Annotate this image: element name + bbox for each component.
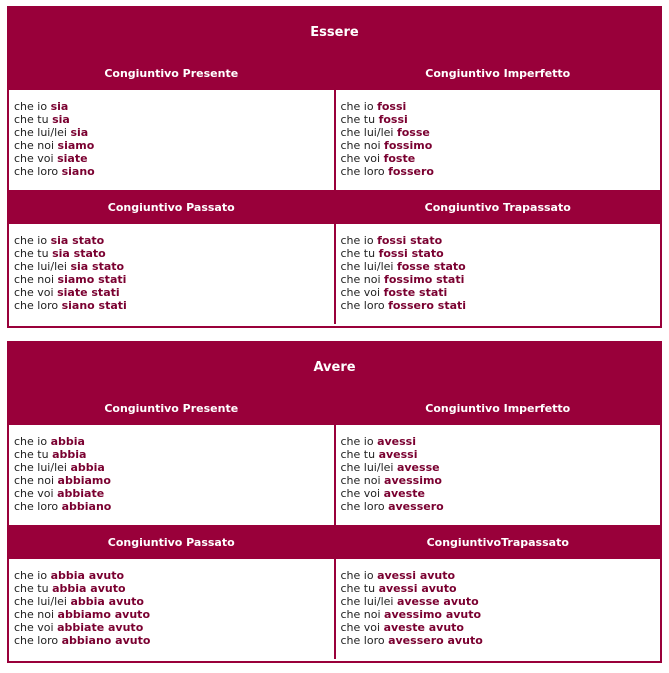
pronoun: che voi [340, 286, 381, 299]
verb-form: fossero [388, 165, 434, 178]
conjugation-line [341, 474, 661, 487]
verb-form: abbia [70, 461, 105, 474]
pronoun: che io [14, 435, 48, 448]
forms-cell [9, 90, 334, 190]
conjugation-line [14, 582, 334, 595]
tense-header: Congiuntivo Imperfetto [334, 391, 661, 425]
conjugation-line [14, 569, 334, 582]
conjugation-line [341, 234, 661, 247]
verb-form: sia stato [52, 247, 106, 260]
verb-form: aveste [383, 487, 425, 500]
forms-cell [334, 425, 661, 525]
tense-header: Congiuntivo Passato [9, 525, 334, 559]
verb-form: fossimo [384, 139, 433, 152]
pronoun: che voi [14, 621, 54, 634]
pronoun: che noi [14, 474, 55, 487]
verb-form: sia stato [50, 234, 105, 247]
pronoun: che io [340, 569, 374, 582]
pronoun: che lui/lei [14, 126, 67, 139]
verb-form: abbia [50, 435, 85, 448]
verb-form: abbiano avuto [61, 634, 151, 647]
forms-cell [334, 90, 661, 190]
verb-form: abbiano [61, 500, 112, 513]
conjugation-line [14, 500, 334, 513]
conjugation-line [14, 634, 334, 647]
pronoun: che lui/lei [340, 461, 394, 474]
verb-form: avesse avuto [396, 595, 479, 608]
conjugation-line [341, 260, 661, 273]
forms-row [9, 90, 660, 190]
conjugation-line [14, 139, 334, 152]
conjugation-table-essere [7, 6, 662, 328]
pronoun: che noi [340, 474, 381, 487]
pronoun: che tu [14, 113, 49, 126]
verb-form: abbia avuto [70, 595, 144, 608]
pronoun: che voi [14, 487, 54, 500]
conjugation-line [14, 461, 334, 474]
verb-form: siamo stati [57, 273, 127, 286]
pronoun: che lui/lei [340, 260, 394, 273]
tense-header-row [9, 56, 660, 90]
conjugation-line [341, 569, 661, 582]
conjugation-line [14, 448, 334, 461]
verb-form: siano [61, 165, 95, 178]
pronoun: che loro [340, 634, 385, 647]
conjugation-line [341, 273, 661, 286]
verb-title: Avere [9, 343, 660, 391]
conjugation-line [14, 126, 334, 139]
pronoun: che loro [14, 634, 59, 647]
conjugation-line [14, 621, 334, 634]
verb-form: avessi [377, 435, 416, 448]
tense-header-row [9, 525, 660, 559]
conjugation-line [14, 234, 334, 247]
verb-form: siamo [57, 139, 95, 152]
conjugation-line [14, 608, 334, 621]
pronoun: che loro [14, 299, 59, 312]
tense-header: Congiuntivo Presente [9, 391, 334, 425]
verb-form: avessi [378, 448, 418, 461]
pronoun: che loro [14, 500, 59, 513]
pronoun: che voi [340, 487, 381, 500]
pronoun: che noi [340, 139, 381, 152]
conjugation-line [341, 435, 661, 448]
pronoun: che tu [14, 448, 49, 461]
conjugation-line [14, 260, 334, 273]
conjugation-line [341, 152, 661, 165]
verb-form: abbiate avuto [57, 621, 144, 634]
conjugation-line [341, 113, 661, 126]
conjugation-line [14, 152, 334, 165]
conjugation-line [14, 474, 334, 487]
verb-form: fossero stati [388, 299, 467, 312]
tense-header-row [9, 190, 660, 224]
verb-form: avessero avuto [388, 634, 483, 647]
forms-cell [334, 224, 661, 324]
conjugation-line [341, 448, 661, 461]
conjugation-line [341, 126, 661, 139]
forms-cell [9, 559, 334, 659]
forms-cell [9, 224, 334, 324]
forms-row [9, 559, 660, 659]
verb-form: sia [70, 126, 89, 139]
verb-form: fossimo stati [384, 273, 465, 286]
conjugation-line [341, 286, 661, 299]
pronoun: che tu [14, 247, 49, 260]
verb-form: sia stato [70, 260, 125, 273]
conjugation-line [14, 113, 334, 126]
tense-header: Congiuntivo Presente [9, 56, 334, 90]
verb-form: fosse [396, 126, 430, 139]
pronoun: che noi [14, 273, 55, 286]
pronoun: che tu [14, 582, 49, 595]
pronoun: che io [14, 569, 48, 582]
conjugation-line [14, 165, 334, 178]
verb-form: siate [57, 152, 88, 165]
verb-form: avessero [388, 500, 444, 513]
pronoun: che lui/lei [14, 461, 67, 474]
pronoun: che lui/lei [14, 260, 67, 273]
pronoun: che tu [340, 448, 376, 461]
conjugation-line [14, 487, 334, 500]
tense-header-row [9, 391, 660, 425]
conjugation-line [341, 139, 661, 152]
conjugation-line [14, 286, 334, 299]
verb-form: avessi avuto [377, 569, 456, 582]
conjugation-line [341, 165, 661, 178]
verb-form: sia [50, 100, 69, 113]
pronoun: che voi [14, 152, 54, 165]
pronoun: che noi [14, 139, 55, 152]
verb-form: foste [383, 152, 416, 165]
verb-form: abbiate [57, 487, 105, 500]
conjugation-line [14, 299, 334, 312]
conjugation-line [341, 634, 661, 647]
pronoun: che lui/lei [14, 595, 67, 608]
conjugation-line [14, 435, 334, 448]
verb-form: fossi [377, 100, 407, 113]
verb-form: avessimo avuto [384, 608, 482, 621]
verb-form: foste stati [383, 286, 448, 299]
pronoun: che io [14, 234, 48, 247]
verb-form: abbia avuto [50, 569, 125, 582]
conjugation-line [14, 100, 334, 113]
pronoun: che loro [340, 165, 385, 178]
pronoun: che tu [340, 113, 376, 126]
verb-form: fossi stato [377, 234, 443, 247]
pronoun: che voi [340, 621, 381, 634]
conjugation-line [341, 608, 661, 621]
verb-form: sia [52, 113, 70, 126]
conjugation-line [341, 487, 661, 500]
pronoun: che voi [340, 152, 381, 165]
conjugation-table-avere [7, 341, 662, 663]
pronoun: che io [340, 234, 374, 247]
conjugation-line [341, 582, 661, 595]
pronoun: che tu [340, 247, 376, 260]
conjugation-line [14, 595, 334, 608]
pronoun: che lui/lei [340, 595, 394, 608]
pronoun: che io [340, 435, 374, 448]
forms-cell [334, 559, 661, 659]
verb-title: Essere [9, 8, 660, 56]
conjugation-line [341, 500, 661, 513]
forms-row [9, 425, 660, 525]
tense-header: Congiuntivo Imperfetto [334, 56, 661, 90]
verb-form: abbia avuto [52, 582, 126, 595]
tense-header: Congiuntivo Trapassato [334, 190, 661, 224]
pronoun: che tu [340, 582, 376, 595]
conjugation-line [341, 461, 661, 474]
tense-header: Congiuntivo Passato [9, 190, 334, 224]
conjugation-line [341, 100, 661, 113]
pronoun: che voi [14, 286, 54, 299]
verb-form: abbiamo avuto [57, 608, 150, 621]
pronoun: che lui/lei [340, 126, 394, 139]
conjugation-line [341, 247, 661, 260]
forms-row [9, 224, 660, 324]
verb-form: fossi stato [378, 247, 444, 260]
verb-form: avessimo [384, 474, 442, 487]
tense-header: CongiuntivoTrapassato [334, 525, 661, 559]
verb-form: avessi avuto [378, 582, 457, 595]
pronoun: che loro [340, 299, 385, 312]
pronoun: che loro [340, 500, 385, 513]
verb-form: fossi [378, 113, 408, 126]
verb-form: siate stati [57, 286, 120, 299]
verb-form: avesse [396, 461, 440, 474]
forms-cell [9, 425, 334, 525]
verb-form: siano stati [61, 299, 127, 312]
pronoun: che loro [14, 165, 59, 178]
conjugation-line [341, 299, 661, 312]
verb-form: fosse stato [396, 260, 466, 273]
pronoun: che io [340, 100, 374, 113]
pronoun: che noi [14, 608, 55, 621]
conjugation-line [341, 621, 661, 634]
pronoun: che noi [340, 608, 381, 621]
pronoun: che io [14, 100, 48, 113]
verb-form: abbia [52, 448, 87, 461]
conjugation-line [341, 595, 661, 608]
verb-form: aveste avuto [383, 621, 464, 634]
pronoun: che noi [340, 273, 381, 286]
conjugation-line [14, 273, 334, 286]
verb-form: abbiamo [57, 474, 111, 487]
conjugation-line [14, 247, 334, 260]
